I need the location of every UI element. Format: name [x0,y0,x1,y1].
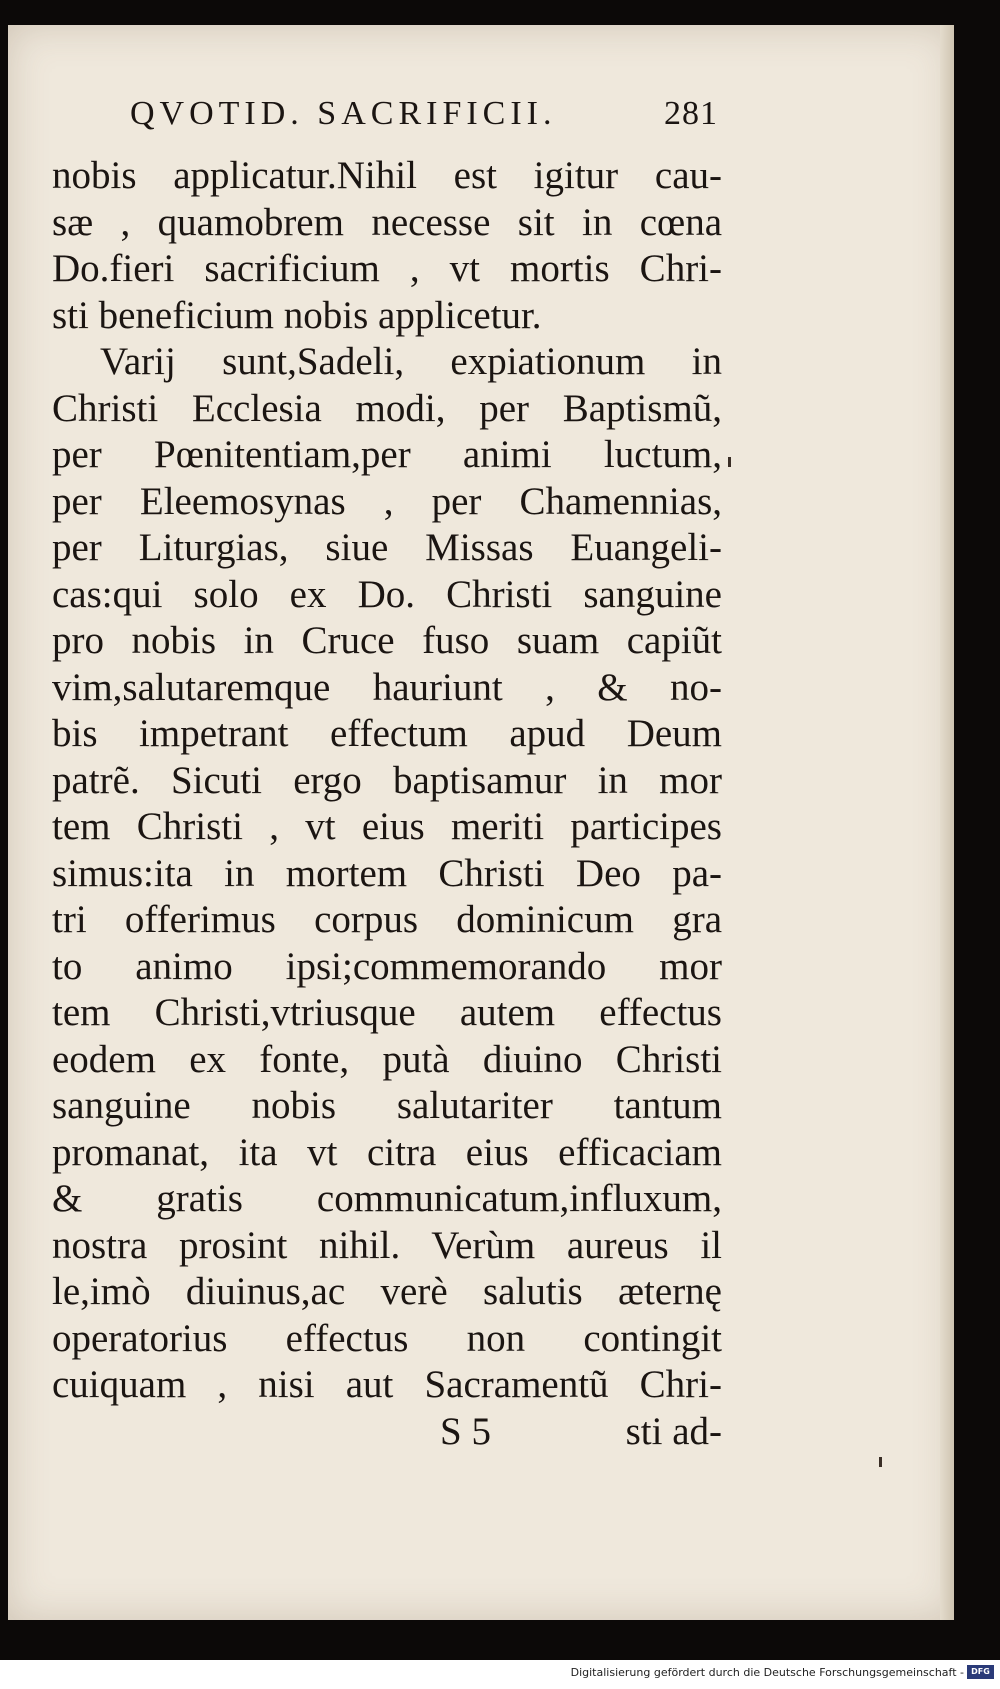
text-line-16: simus:ita in mortem Christi Deo pa- [52,851,722,895]
ink-speck [728,457,731,467]
text-line-3: Do.fieri sacrificium , vt mortis Chri- [52,247,722,290]
text-line-13: bis impetrant effectum apud Deum [52,712,722,755]
text-line-19: tem Christi,vtriusque autem effectus [52,991,722,1034]
text-line-15: tem Christi , vt eius meriti participes [52,805,722,848]
digitization-credit: Digitalisierung gefördert durch die Deutsche Forschungsgemeinschaft - [570,1666,964,1679]
book-page [8,25,954,1620]
text-line-4: sti beneficium nobis applicetur. [52,293,542,337]
text-line-2: sæ , quamobrem necesse sit in cœna [52,200,722,244]
text-line-23: & gratis communicatum,influxum, [52,1177,722,1220]
page-footer [52,1409,722,1455]
page-number: 281 [664,95,718,132]
ink-speck [879,1457,882,1467]
text-line-21: sanguine nobis salutariter tantum [52,1084,722,1127]
text-block [52,95,722,1455]
text-line-9: per Liturgias, siue Missas Euangeli- [52,526,722,569]
running-head [52,95,722,153]
body-text [52,153,722,1409]
catchword: sti ad- [625,1409,722,1453]
signature-mark: S 5 [440,1409,491,1453]
text-line-24: nostra prosint nihil. Verùm aureus il [52,1223,722,1267]
digitization-credit-bar [0,1660,1000,1689]
text-line-6: Christi Ecclesia modi, per Baptismũ, [52,386,722,430]
text-line-12: vim,salutaremque hauriunt , & no- [52,665,722,709]
page-edge [940,25,954,1620]
text-line-25: le,imò diuinus,ac verè salutis æternę [52,1270,722,1313]
text-line-27: cuiquam , nisi aut Sacramentũ Chri- [52,1363,722,1406]
text-line-1: nobis applicatur.Nihil est igitur cau- [52,154,722,197]
dfg-logo-icon: DFG [967,1665,994,1679]
text-line-8: per Eleemosynas , per Chamennias, [52,479,722,523]
text-line-18: to animo ipsi;commemorando mor [52,944,722,988]
running-head-title: QVOTID. SACRIFICII. [130,95,557,132]
text-line-14: patrẽ. Sicuti ergo baptisamur in mor [52,758,722,802]
text-line-26: operatorius effectus non contingit [52,1316,722,1360]
text-line-7: per Pœnitentiam,per animi luctum, [52,433,722,476]
text-line-11: pro nobis in Cruce fuso suam capiũt [52,619,722,662]
text-line-22: promanat, ita vt citra eius efficaciam [52,1130,722,1174]
text-line-17: tri offerimus corpus dominicum gra [52,898,722,941]
text-line-10: cas:qui solo ex Do. Christi sanguine [52,572,722,616]
text-line-5: Varij sunt,Sadeli, expiationum in [100,340,722,383]
text-line-20: eodem ex fonte, putà diuino Christi [52,1037,722,1081]
